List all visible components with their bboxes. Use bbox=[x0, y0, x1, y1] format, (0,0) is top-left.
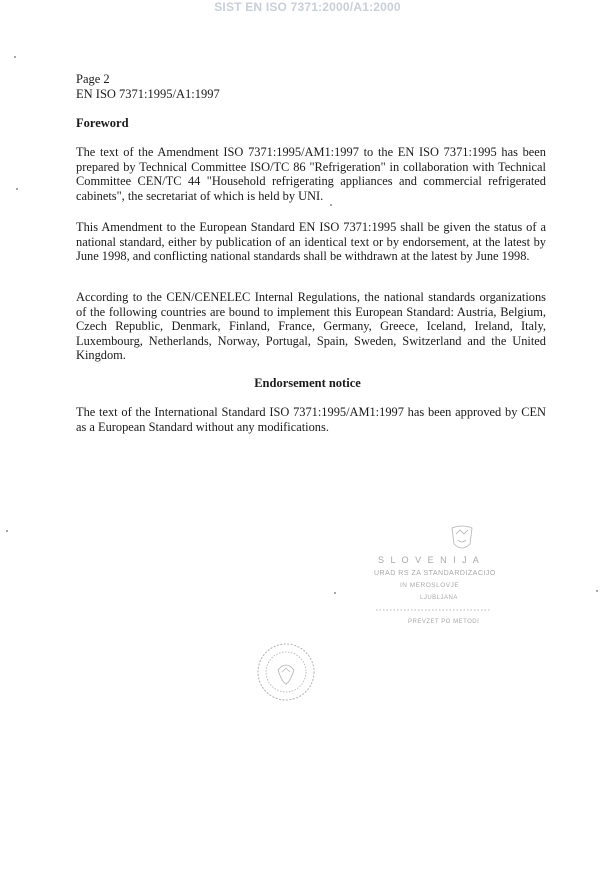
scan-speck bbox=[596, 590, 598, 592]
endorsement-text: The text of the International Standard ISO 7371:1995/AM1:1997 has been approved by CEN as a European Standard without any modifications. bbox=[76, 405, 546, 434]
scan-speck bbox=[16, 188, 18, 190]
watermark-header: SIST EN ISO 7371:2000/A1:2000 bbox=[214, 0, 401, 14]
svg-text:PREVZET PO METODI: PREVZET PO METODI bbox=[408, 619, 480, 625]
scan-speck bbox=[334, 592, 336, 594]
stamp-emblem-icon bbox=[370, 522, 520, 632]
endorsement-heading: Endorsement notice bbox=[254, 376, 361, 390]
svg-text:URAD RS ZA STANDARDIZACIJO: URAD RS ZA STANDARDIZACIJO bbox=[374, 570, 496, 577]
svg-text:IN MEROSLOVJE: IN MEROSLOVJE bbox=[400, 582, 460, 589]
foreword-heading: Foreword bbox=[76, 116, 129, 130]
standard-id: EN ISO 7371:1995/A1:1997 bbox=[76, 87, 220, 101]
page-header bbox=[76, 72, 220, 102]
svg-text:LJUBLJANA: LJUBLJANA bbox=[420, 595, 458, 601]
scan-speck bbox=[330, 204, 332, 206]
foreword-paragraph-1: The text of the Amendment ISO 7371:1995/AM1:1997 to the EN ISO 7371:1995 has been prepared by Technical Committee ISO/TC 86 "Refrigeration" in collaboration with Technical Committee CEN/TC 44 "Household refrigerating appliances and commercial refrigerated cabinets", the secretariat of which is held by UNI. bbox=[76, 145, 546, 203]
page-number: Page 2 bbox=[76, 72, 110, 86]
foreword-paragraph-2: This Amendment to the European Standard EN ISO 7371:1995 shall be given the status of a national standard, either by publication of an identical text or by endorsement, at the latest by June 1998, and conflicting national standards shall be withdrawn at the latest by June 1998. bbox=[76, 220, 546, 264]
official-stamp bbox=[370, 522, 520, 632]
seal-emblem-icon bbox=[254, 640, 318, 704]
round-seal bbox=[254, 640, 318, 709]
scan-speck bbox=[14, 56, 16, 58]
svg-text:S L O V E N I J A: S L O V E N I J A bbox=[378, 555, 481, 565]
foreword-paragraph-3: According to the CEN/CENELEC Internal Regulations, the national standards organizations of the following countries are bound to implement this European Standard: Austria, Belgium, Czech Republic, Denmark, Finland, France, Germany, Greece, Iceland, Ireland, Italy, Luxembourg, Netherlands, Norway, Portugal, Spain, Sweden, Switzerland and the United Kingdom. bbox=[76, 290, 546, 363]
scan-speck bbox=[6, 530, 8, 532]
